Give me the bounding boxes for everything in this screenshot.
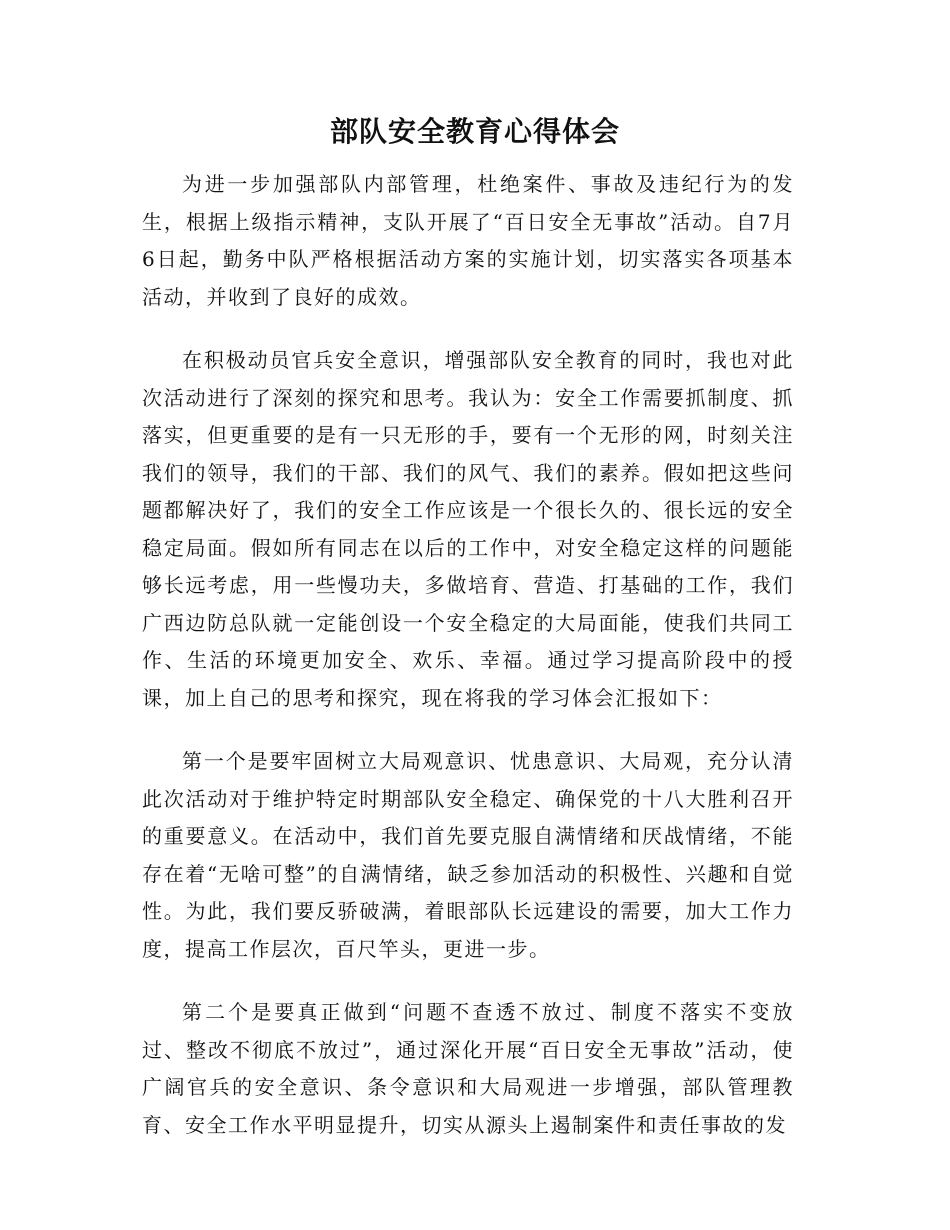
document-title: 部队安全教育心得体会 <box>329 115 620 148</box>
paragraph-2: 在积极动员官兵安全意识，增强部队安全教育的同时，我也对此次活动进行了深刻的探究和思考。我认为：安全工作需要抓制度、抓落实，但更重要的是有一只无形的手，要有一个无形的网，时刻关注我们的领导，我们的干部、我们的风气、我们的素养。假如把这些问题都解决好了，我们的安全工作应该是一个很长久的、很长远的安全稳定局面。假如所有同志在以后的工作中，对安全稳定这样的问题能够长远考虑，用一些慢功夫，多做培育、营造、打基础的工作，我们广西边防总队就一定能创设一个安全稳定的大局面能，使我们共同工作、生活的环境更加安全、欢乐、幸福。通过学习提高阶段中的授课，加上自己的思考和探究，现在将我的学习体会汇报如下： <box>142 348 794 710</box>
paragraph-4: 第二个是要真正做到“问题不查透不放过、制度不落实不变放过、整改不彻底不放过”，通过深化开展“百日安全无事故”活动，使广阔官兵的安全意识、条令意识和大局观进一步增强，部队管理教育、安全工作水平明显提升，切实从源头上遏制案件和责任事故的发 <box>142 1000 794 1137</box>
paragraph-1: 为进一步加强部队内部管理，杜绝案件、事故及违纪行为的发生，根据上级指示精神，支队开展了“百日安全无事故”活动。自7月6日起，勤务中队严格根据活动方案的实施计划，切实落实各项基本活动，并收到了良好的成效。 <box>142 172 794 309</box>
paragraph-3: 第一个是要牢固树立大局观意识、忧患意识、大局观，充分认清此次活动对于维护特定时期部队安全稳定、确保党的十八大胜利召开的重要意义。在活动中，我们首先要克服自满情绪和厌战情绪，不能存在着“无啥可整”的自满情绪，缺乏参加活动的积极性、兴趣和自觉性。为此，我们要反骄破满，着眼部队长远建设的需要，加大工作力度，提高工作层次，百尺竿头，更进一步。 <box>142 749 794 961</box>
document-body <box>142 166 794 1170</box>
